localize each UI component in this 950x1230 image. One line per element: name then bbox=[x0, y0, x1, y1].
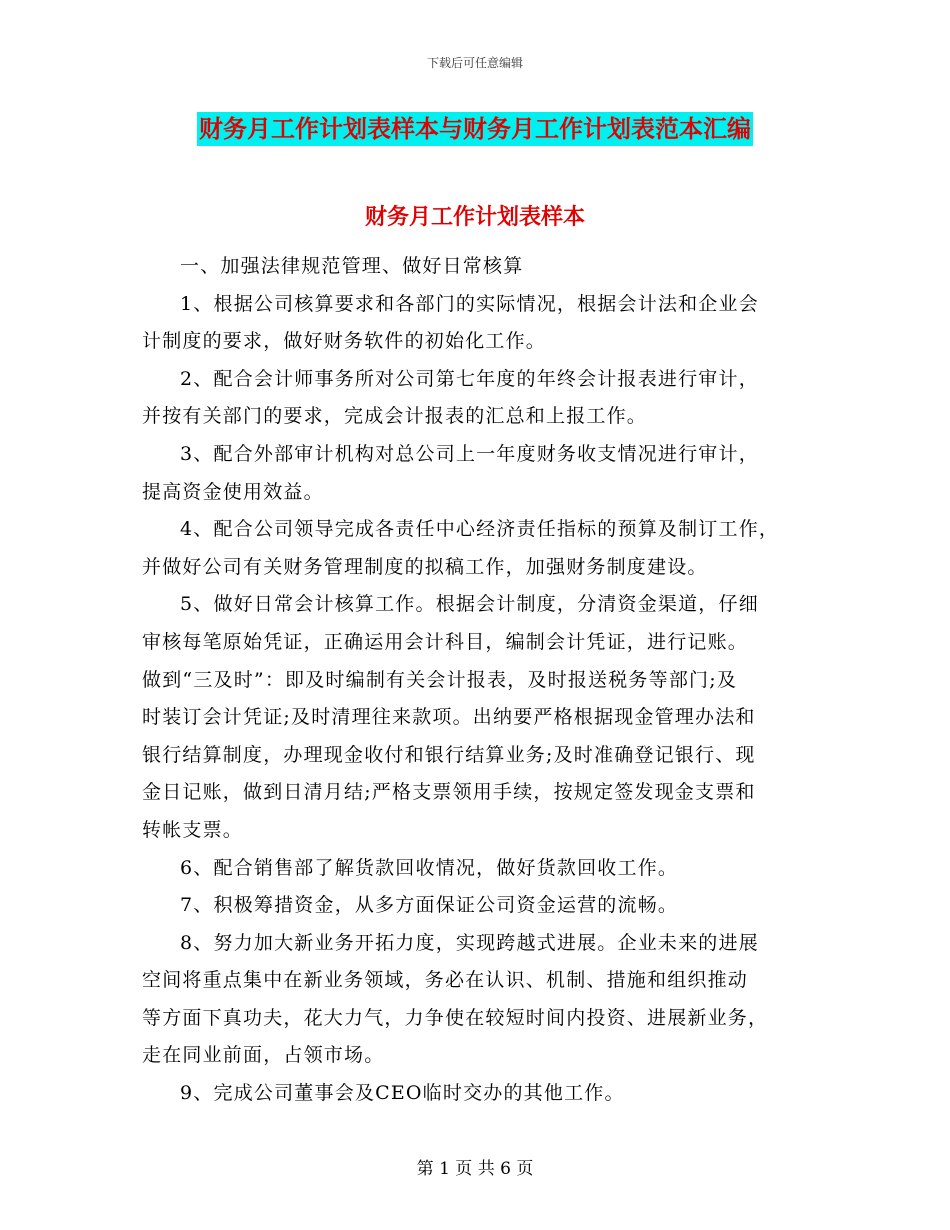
paragraph: 7、积极筹措资金，从多方面保证公司资金运营的流畅。 bbox=[180, 894, 679, 917]
header-note: 下载后可任意编辑 bbox=[426, 56, 523, 70]
main-title-wrap bbox=[0, 112, 950, 146]
paragraph: 4、配合公司领导完成各责任中心经济责任指标的预算及制订工作， 并做好公司有关财务管理制度的拟稿工作，加强财务制度建设。 bbox=[142, 518, 780, 578]
page-footer: 第 1 页 共 6 页 bbox=[416, 1159, 534, 1179]
paragraph: 8、努力加大新业务开拓力度，实现跨越式进展。企业未来的进展 空间将重点集中在新业务领域，务必在认识、机制、措施和组织推动 等方面下真功夫，花大力气，力争使在较短时间内投资、进展新业务， 走在同业前面，占领市场。 bbox=[142, 931, 769, 1067]
paragraph: 1、根据公司核算要求和各部门的实际情况，根据会计法和企业会 计制度的要求，做好财务软件的初始化工作。 bbox=[142, 292, 759, 353]
paragraph: 6、配合销售部了解货款回收情况，做好货款回收工作。 bbox=[180, 856, 679, 879]
paragraph: 9、完成公司董事会及CEO临时交办的其他工作。 bbox=[180, 1082, 625, 1105]
paragraph: 2、配合会计师事务所对公司第七年度的年终会计报表进行审计， 并按有关部门的要求，完成会计报表的汇总和上报工作。 bbox=[142, 367, 759, 428]
paragraph-heading: 一、加强法律规范管理、做好日常核算 bbox=[180, 255, 524, 277]
document-body bbox=[142, 248, 812, 1113]
paragraph: 5、做好日常会计核算工作。根据会计制度，分清资金渠道，仔细 审核每笔原始凭证，正确运用会计科目，编制会计凭证，进行记账。 做到“三及时”：即及时编制有关会计报表，及时报送税务等部门;及 时装订会计凭证;及时清理往来款项。出纳要严格根据现金管理办法和 银行结算制度，办理现金收付和银行结算业务;及时准确登记银行、现 金日记账，做到日清月结;严格支票领用手续，按规定签发现金支票和 转帐支票。 bbox=[142, 593, 759, 841]
paragraph: 3、配合外部审计机构对总公司上一年度财务收支情况进行审计， 提高资金使用效益。 bbox=[142, 442, 759, 503]
section-title: 财务月工作计划表样本 bbox=[364, 205, 585, 230]
main-title: 财务月工作计划表样本与财务月工作计划表范本汇编 bbox=[197, 112, 753, 146]
